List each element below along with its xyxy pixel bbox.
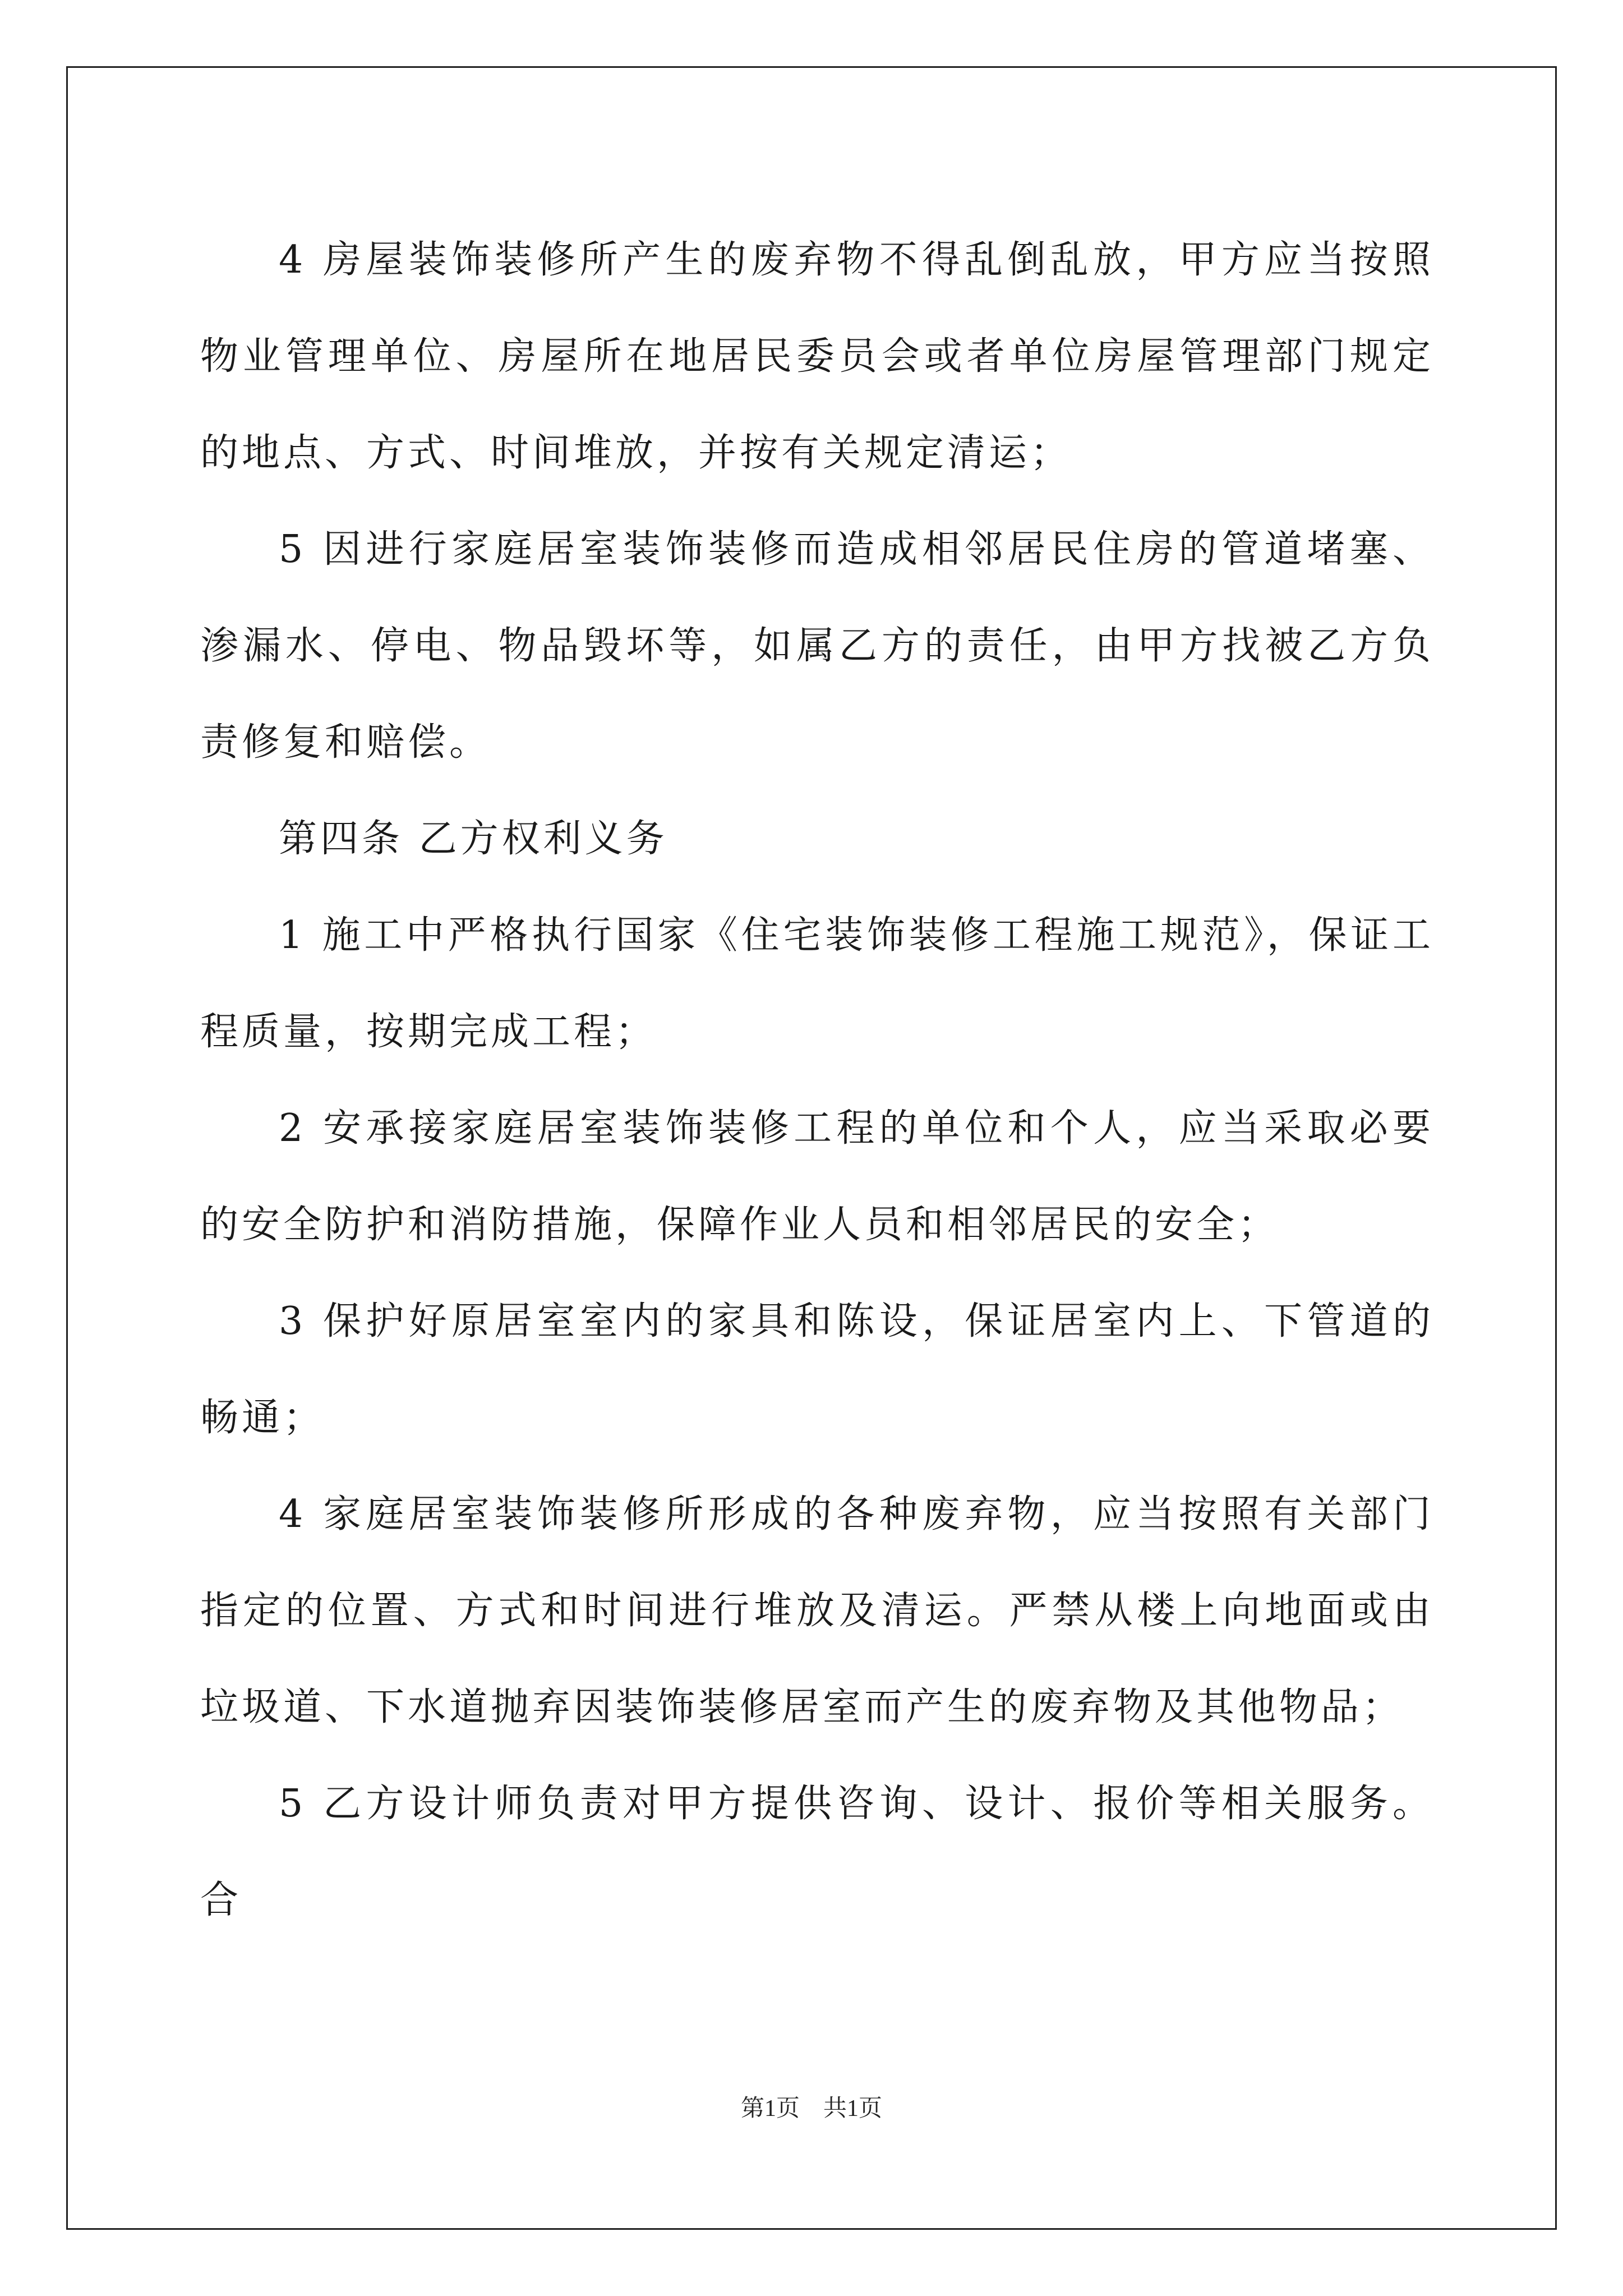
page-number: 第1页: [740, 2096, 800, 2122]
paragraph-4-waste: 4 房屋装饰装修所产生的废弃物不得乱倒乱放，甲方应当按照物业管理单位、房屋所在地居民委员会或者单位房屋管理部门规定的地点、方式、时间堆放，并按有关规定清运；: [200, 238, 1434, 475]
paragraph-4-disposal: 4 家庭居室装饰装修所形成的各种废弃物，应当按照有关部门指定的位置、方式和时间进行堆放及清运。严禁从楼上向地面或由垃圾道、下水道抛弃因装饰装修居室而产生的废弃物及其他物品；: [200, 1492, 1434, 1729]
paragraph-5-designer: 5 乙方设计师负责对甲方提供咨询、设计、报价等相关服务。合: [200, 1782, 1434, 1922]
page-total: 共1页: [823, 2096, 883, 2122]
paragraph-3-protection: 3 保护好原居室室内的家具和陈设，保证居室内上、下管道的畅通；: [200, 1299, 1434, 1440]
paragraph-5-damage: 5 因进行家庭居室装饰装修而造成相邻居民住房的管道堵塞、渗漏水、停电、物品毁坏等，如属乙方的责任，由甲方找被乙方负责修复和赔偿。: [200, 527, 1434, 765]
article-4-heading: 第四条 乙方权利义务: [279, 817, 668, 861]
paragraph-2-safety: 2 安承接家庭居室装饰装修工程的单位和个人，应当采取必要的安全防护和消防措施，保障作业人员和相邻居民的安全；: [200, 1106, 1434, 1247]
document-body: [200, 212, 1434, 1949]
page-footer: [0, 2090, 1623, 2123]
paragraph-1-construction: 1 施工中严格执行国家《住宅装饰装修工程施工规范》，保证工程质量，按期完成工程；: [200, 913, 1434, 1054]
